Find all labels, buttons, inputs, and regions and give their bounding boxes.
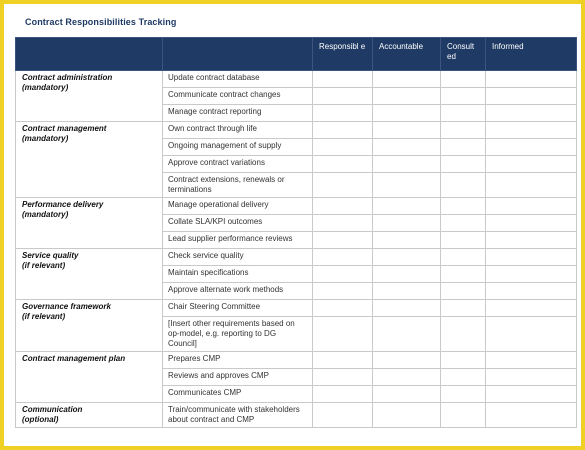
informed-cell[interactable] xyxy=(486,139,577,156)
consulted-cell[interactable] xyxy=(441,215,486,232)
consulted-cell[interactable] xyxy=(441,403,486,428)
consulted-cell[interactable] xyxy=(441,266,486,283)
category-cell: Communication (optional) xyxy=(16,403,163,428)
accountable-cell[interactable] xyxy=(373,139,441,156)
activity-cell: Train/communicate with stakeholders about contract and CMP xyxy=(163,403,313,428)
responsible-cell[interactable] xyxy=(313,369,373,386)
informed-cell[interactable] xyxy=(486,198,577,215)
activity-cell: Communicate contract changes xyxy=(163,88,313,105)
informed-cell[interactable] xyxy=(486,386,577,403)
table-row xyxy=(16,122,577,139)
informed-cell[interactable] xyxy=(486,283,577,300)
category-cell: Contract management (mandatory) xyxy=(16,122,163,198)
activity-cell: Manage contract reporting xyxy=(163,105,313,122)
category-cell: Contract management plan xyxy=(16,352,163,403)
accountable-cell[interactable] xyxy=(373,156,441,173)
accountable-cell[interactable] xyxy=(373,369,441,386)
consulted-cell[interactable] xyxy=(441,232,486,249)
activity-cell: Communicates CMP xyxy=(163,386,313,403)
informed-cell[interactable] xyxy=(486,173,577,198)
informed-cell[interactable] xyxy=(486,71,577,88)
consulted-cell[interactable] xyxy=(441,249,486,266)
consulted-cell[interactable] xyxy=(441,352,486,369)
consulted-cell[interactable] xyxy=(441,300,486,317)
responsible-cell[interactable] xyxy=(313,71,373,88)
table-row xyxy=(16,249,577,266)
accountable-cell[interactable] xyxy=(373,88,441,105)
informed-cell[interactable] xyxy=(486,300,577,317)
accountable-cell[interactable] xyxy=(373,198,441,215)
table-header-row xyxy=(16,38,577,71)
accountable-cell[interactable] xyxy=(373,215,441,232)
accountable-cell[interactable] xyxy=(373,249,441,266)
header-informed: Informed xyxy=(486,38,577,71)
responsible-cell[interactable] xyxy=(313,266,373,283)
responsible-cell[interactable] xyxy=(313,352,373,369)
table-row xyxy=(16,403,577,428)
activity-cell: Update contract database xyxy=(163,71,313,88)
consulted-cell[interactable] xyxy=(441,88,486,105)
informed-cell[interactable] xyxy=(486,317,577,352)
informed-cell[interactable] xyxy=(486,122,577,139)
category-cell: Service quality (if relevant) xyxy=(16,249,163,300)
informed-cell[interactable] xyxy=(486,232,577,249)
informed-cell[interactable] xyxy=(486,249,577,266)
informed-cell[interactable] xyxy=(486,266,577,283)
responsible-cell[interactable] xyxy=(313,88,373,105)
accountable-cell[interactable] xyxy=(373,266,441,283)
table-body xyxy=(16,71,577,428)
responsible-cell[interactable] xyxy=(313,173,373,198)
accountable-cell[interactable] xyxy=(373,173,441,198)
consulted-cell[interactable] xyxy=(441,198,486,215)
accountable-cell[interactable] xyxy=(373,71,441,88)
header-consulted: Consult ed xyxy=(441,38,486,71)
informed-cell[interactable] xyxy=(486,215,577,232)
informed-cell[interactable] xyxy=(486,105,577,122)
consulted-cell[interactable] xyxy=(441,369,486,386)
table-row xyxy=(16,71,577,88)
category-cell: Governance framework (if relevant) xyxy=(16,300,163,352)
activity-cell: Chair Steering Committee xyxy=(163,300,313,317)
header-responsible: Responsibl e xyxy=(313,38,373,71)
header-category xyxy=(16,38,163,71)
responsible-cell[interactable] xyxy=(313,105,373,122)
document-page xyxy=(4,4,581,446)
consulted-cell[interactable] xyxy=(441,71,486,88)
category-cell: Performance delivery (mandatory) xyxy=(16,198,163,249)
responsible-cell[interactable] xyxy=(313,283,373,300)
accountable-cell[interactable] xyxy=(373,105,441,122)
responsible-cell[interactable] xyxy=(313,215,373,232)
responsible-cell[interactable] xyxy=(313,139,373,156)
responsible-cell[interactable] xyxy=(313,232,373,249)
consulted-cell[interactable] xyxy=(441,122,486,139)
responsible-cell[interactable] xyxy=(313,317,373,352)
activity-cell: Own contract through life xyxy=(163,122,313,139)
consulted-cell[interactable] xyxy=(441,139,486,156)
responsible-cell[interactable] xyxy=(313,403,373,428)
informed-cell[interactable] xyxy=(486,403,577,428)
responsible-cell[interactable] xyxy=(313,156,373,173)
header-accountable: Accountable xyxy=(373,38,441,71)
accountable-cell[interactable] xyxy=(373,317,441,352)
activity-cell: Approve contract variations xyxy=(163,156,313,173)
responsible-cell[interactable] xyxy=(313,300,373,317)
accountable-cell[interactable] xyxy=(373,283,441,300)
responsible-cell[interactable] xyxy=(313,249,373,266)
informed-cell[interactable] xyxy=(486,88,577,105)
consulted-cell[interactable] xyxy=(441,317,486,352)
responsible-cell[interactable] xyxy=(313,198,373,215)
accountable-cell[interactable] xyxy=(373,122,441,139)
accountable-cell[interactable] xyxy=(373,232,441,249)
activity-cell: Contract extensions, renewals or terminations xyxy=(163,173,313,198)
informed-cell[interactable] xyxy=(486,156,577,173)
accountable-cell[interactable] xyxy=(373,403,441,428)
consulted-cell[interactable] xyxy=(441,156,486,173)
informed-cell[interactable] xyxy=(486,369,577,386)
accountable-cell[interactable] xyxy=(373,386,441,403)
document-title: Contract Responsibilities Tracking xyxy=(25,17,177,27)
category-cell: Contract administration (mandatory) xyxy=(16,71,163,122)
table-row xyxy=(16,352,577,369)
consulted-cell[interactable] xyxy=(441,283,486,300)
responsible-cell[interactable] xyxy=(313,122,373,139)
activity-cell: [Insert other requirements based on op-model, e.g. reporting to DG Council] xyxy=(163,317,313,352)
consulted-cell[interactable] xyxy=(441,105,486,122)
activity-cell: Manage operational delivery xyxy=(163,198,313,215)
activity-cell: Prepares CMP xyxy=(163,352,313,369)
responsible-cell[interactable] xyxy=(313,386,373,403)
activity-cell: Approve alternate work methods xyxy=(163,283,313,300)
informed-cell[interactable] xyxy=(486,352,577,369)
header-activity xyxy=(163,38,313,71)
responsibilities-table xyxy=(15,37,577,428)
activity-cell: Lead supplier performance reviews xyxy=(163,232,313,249)
table-row xyxy=(16,198,577,215)
activity-cell: Check service quality xyxy=(163,249,313,266)
activity-cell: Reviews and approves CMP xyxy=(163,369,313,386)
accountable-cell[interactable] xyxy=(373,352,441,369)
activity-cell: Ongoing management of supply xyxy=(163,139,313,156)
consulted-cell[interactable] xyxy=(441,386,486,403)
activity-cell: Collate SLA/KPI outcomes xyxy=(163,215,313,232)
accountable-cell[interactable] xyxy=(373,300,441,317)
table-row xyxy=(16,300,577,317)
activity-cell: Maintain specifications xyxy=(163,266,313,283)
consulted-cell[interactable] xyxy=(441,173,486,198)
